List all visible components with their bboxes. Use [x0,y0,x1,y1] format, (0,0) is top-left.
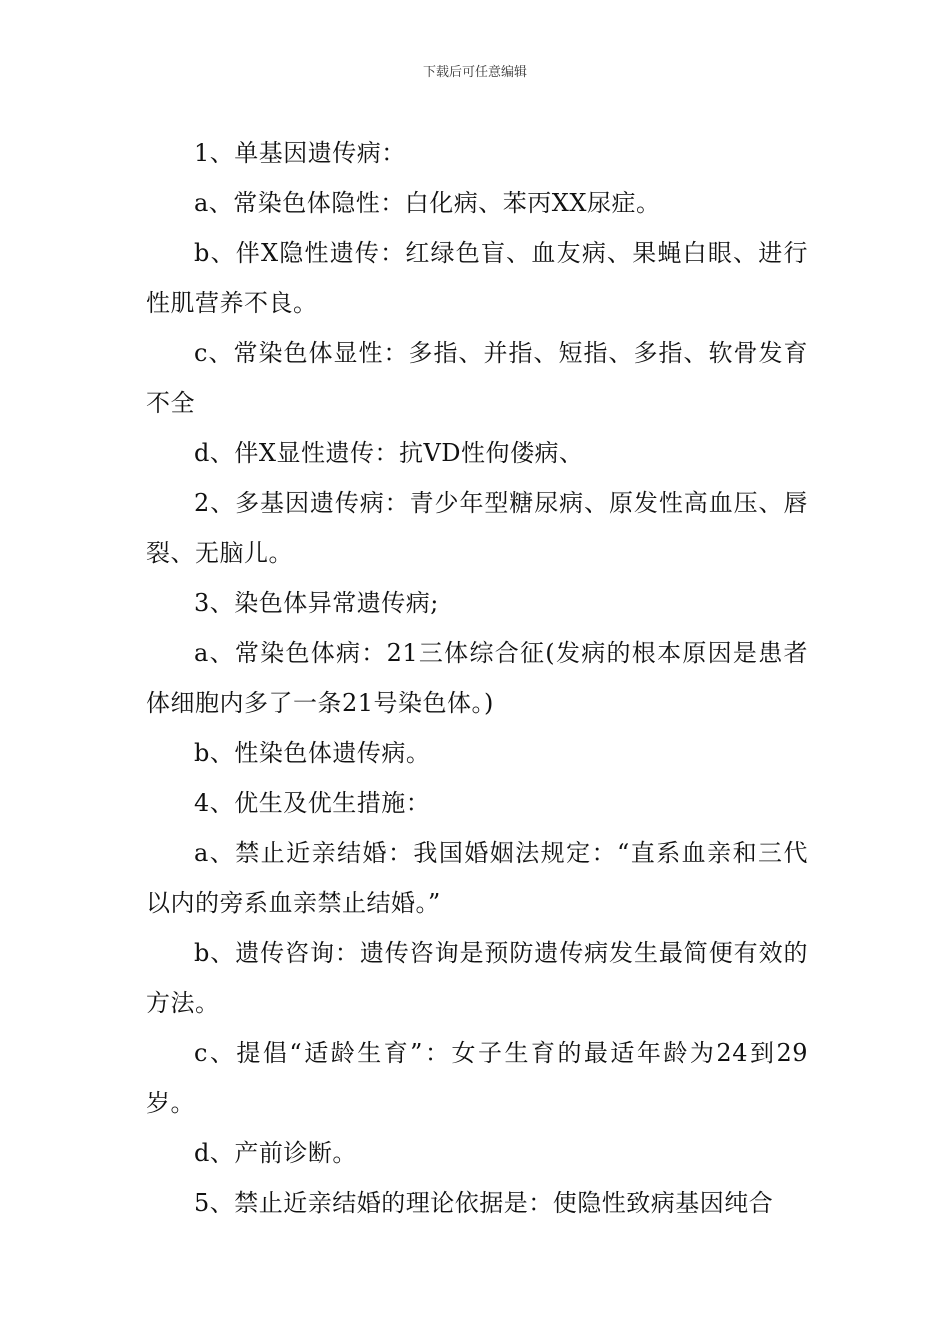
paragraph-8: a、常染色体病：21三体综合征(发病的根本原因是患者体细胞内多了一条21号染色体。) [146,639,808,717]
paragraph-12: b、遗传咨询：遗传咨询是预防遗传病发生最简便有效的方法。 [146,939,808,1017]
paragraph-5: d、伴X显性遗传：抗VD性佝偻病、 [194,439,584,467]
paragraph-13: c、提倡“适龄生育”：女子生育的最适年龄为24到29岁。 [146,1039,808,1117]
paragraph-6: 2、多基因遗传病：青少年型糖尿病、原发性高血压、唇裂、无脑儿。 [146,489,808,567]
paragraph-14: d、产前诊断。 [194,1139,357,1167]
paragraph-3: b、伴X隐性遗传：红绿色盲、血友病、果蝇白眼、进行性肌营养不良。 [146,239,808,317]
paragraph-7: 3、染色体异常遗传病; [194,589,439,617]
paragraph-9: b、性染色体遗传病。 [194,739,431,767]
paragraph-10: 4、优生及优生措施： [194,789,431,817]
paragraph-15: 5、禁止近亲结婚的理论依据是：使隐性致病基因纯合 [194,1189,774,1217]
page-header: 下载后可任意编辑 [422,65,527,80]
document-body [146,128,808,1228]
paragraph-1: 1、单基因遗传病： [194,139,406,167]
paragraph-11: a、禁止近亲结婚：我国婚姻法规定：“直系血亲和三代以内的旁系血亲禁止结婚。” [146,839,808,917]
paragraph-2: a、常染色体隐性：白化病、苯丙XX尿症。 [194,189,661,217]
paragraph-4: c、常染色体显性：多指、并指、短指、多指、软骨发育不全 [146,339,808,417]
